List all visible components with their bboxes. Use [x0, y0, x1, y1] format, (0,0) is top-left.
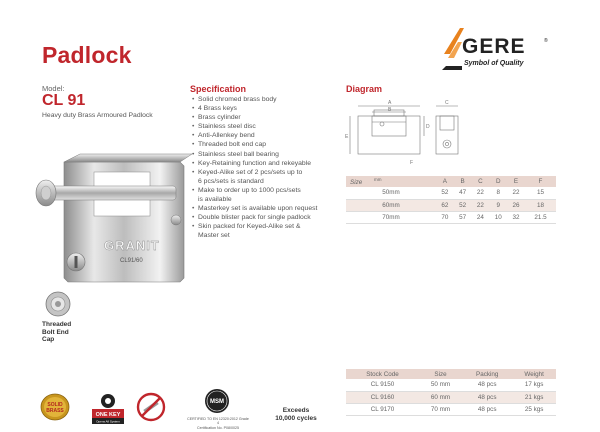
stock-header-cell: Weight [512, 369, 556, 379]
table-row [346, 211, 556, 223]
bolt-cap-label-line: Cap [42, 336, 55, 343]
spec-item: • Skin packed for Keyed-Alike set & [192, 222, 352, 231]
stock-cell: 70 mm [419, 403, 462, 415]
anti-allenkey-badge-icon [136, 392, 166, 422]
spec-item: • Masterkey set is available upon request [192, 204, 352, 213]
size-header-cell: E [507, 176, 525, 187]
spec-item: • Threaded bolt end cap [192, 140, 352, 149]
model-label: Model: [42, 84, 65, 93]
spec-item: • Keyed-Alike set of 2 pcs/sets up to [192, 168, 352, 177]
stock-cell: 17 kgs [512, 379, 556, 391]
stock-cell: 48 pcs [462, 391, 512, 403]
solid-brass-badge-icon [40, 393, 70, 421]
spec-item: • Stainless steel ball bearing [192, 150, 352, 159]
spec-item: • Solid chromed brass body [192, 95, 352, 104]
size-header-cell: C [472, 176, 490, 187]
stock-cell: 25 kgs [512, 403, 556, 415]
spec-item: • Make to order up to 1000 pcs/sets [192, 186, 352, 195]
size-cell: 21.5 [525, 211, 556, 223]
one-key-line1: ONE KEY [95, 412, 121, 418]
lock-engraving-model: CL91/60 [120, 258, 143, 264]
padlock-product-image [30, 150, 192, 286]
size-cell: 52 [454, 199, 472, 211]
dim-label-d: D [426, 124, 430, 130]
size-cell: 70mm [346, 211, 436, 223]
cert-text-line: Certification No. P08/0025 [197, 425, 239, 430]
model-description: Heavy duty Brass Armoured Padlock [42, 112, 153, 119]
table-row [346, 187, 556, 199]
stock-table [346, 369, 556, 416]
specification-heading: Specification [190, 84, 247, 94]
table-row [346, 391, 556, 403]
size-cell: 57 [454, 211, 472, 223]
stock-cell: 50 mm [419, 379, 462, 391]
table-row [346, 403, 556, 415]
stock-cell: 48 pcs [462, 379, 512, 391]
stock-cell: 48 pcs [462, 403, 512, 415]
size-cell: 24 [472, 211, 490, 223]
lock-engraving-brand: GRANIT [104, 238, 160, 253]
size-cell: 32 [507, 211, 525, 223]
solid-brass-line1: SOLID [47, 402, 63, 408]
spec-item-continued: is available [198, 196, 232, 204]
spec-item-continued: 6 pcs/sets is standard [198, 177, 264, 185]
stock-header-cell: Packing [462, 369, 512, 379]
page-title: Padlock [42, 42, 132, 68]
spec-item: • 4 Brass keys [192, 104, 352, 113]
size-cell: 22 [507, 187, 525, 199]
stock-cell: 21 kgs [512, 391, 556, 403]
msm-badge-text: MSM [210, 399, 224, 405]
diagram-heading: Diagram [346, 84, 383, 94]
size-header-label: Size [350, 179, 363, 187]
stock-header-cell: Size [419, 369, 462, 379]
size-cell: 8 [489, 187, 507, 199]
stock-cell: CL 9170 [346, 403, 419, 415]
size-cell: 9 [489, 199, 507, 211]
solid-brass-line2: BRASS [46, 408, 64, 414]
bolt-cap-label-line: Threaded [42, 321, 72, 328]
size-cell: 47 [454, 187, 472, 199]
size-table-header [346, 176, 556, 187]
size-cell: 15 [525, 187, 556, 199]
size-cell: 50mm [346, 187, 436, 199]
table-row [346, 199, 556, 211]
size-cell: 62 [436, 199, 454, 211]
one-key-line2: Opens All System [96, 419, 120, 424]
spec-item: • Double blister pack for single padlock [192, 213, 352, 222]
table-row [346, 379, 556, 391]
size-header-cell: F [525, 176, 556, 187]
brand-name: GERE [462, 35, 526, 58]
spec-item: • Key-Retaining function and rekeyable [192, 159, 352, 168]
spec-item-continued: Master set [198, 232, 230, 240]
stock-cell: CL 9160 [346, 391, 419, 403]
dim-label-f: F [410, 160, 414, 166]
stock-cell: CL 9150 [346, 379, 419, 391]
one-key-badge-icon [90, 392, 126, 426]
specification-list [192, 95, 352, 241]
size-cell: 26 [507, 199, 525, 211]
size-cell: 10 [489, 211, 507, 223]
bolt-end-cap-icon [44, 290, 72, 318]
dim-label-b: B [388, 107, 392, 113]
size-header-cell: A [436, 176, 454, 187]
bolt-cap-label-line: Bolt End [42, 328, 69, 336]
dim-label-e: E [345, 134, 349, 140]
cycles-rating-line: 10,000 cycles [275, 415, 317, 422]
brand-logo [440, 24, 550, 76]
stock-header-cell: Stock Code [346, 369, 419, 379]
padlock-dimension-diagram [342, 94, 472, 170]
cycles-rating-line: Exceeds [282, 407, 310, 414]
size-cell: 52 [436, 187, 454, 199]
brand-tagline: Symbol of Quality [464, 60, 524, 67]
registered-mark: ® [544, 38, 548, 44]
size-header-cell [346, 176, 436, 187]
spec-item: • Brass cylinder [192, 113, 352, 122]
stock-table-header [346, 369, 556, 379]
certification-text [186, 417, 250, 430]
spec-item: • Anti-Allenkey bend [192, 131, 352, 140]
size-cell: 22 [472, 199, 490, 211]
cycles-rating [266, 407, 326, 423]
spec-item: • Stainless steel disc [192, 122, 352, 131]
size-cell: 70 [436, 211, 454, 223]
size-table [346, 176, 556, 224]
dim-label-c: C [445, 100, 449, 106]
size-header-cell: D [489, 176, 507, 187]
size-unit-label: mm [374, 176, 382, 182]
size-cell: 22 [472, 187, 490, 199]
bolt-cap-label [42, 321, 71, 344]
msm-certification-icon [200, 386, 234, 420]
stock-cell: 60 mm [419, 391, 462, 403]
dim-label-a: A [388, 100, 392, 106]
size-cell: 60mm [346, 199, 436, 211]
size-header-cell: B [454, 176, 472, 187]
cert-text-line: CERTIFIED TO EN 12320:2012 Grade 4 [187, 417, 249, 426]
size-cell: 18 [525, 199, 556, 211]
model-code: CL 91 [42, 92, 86, 109]
